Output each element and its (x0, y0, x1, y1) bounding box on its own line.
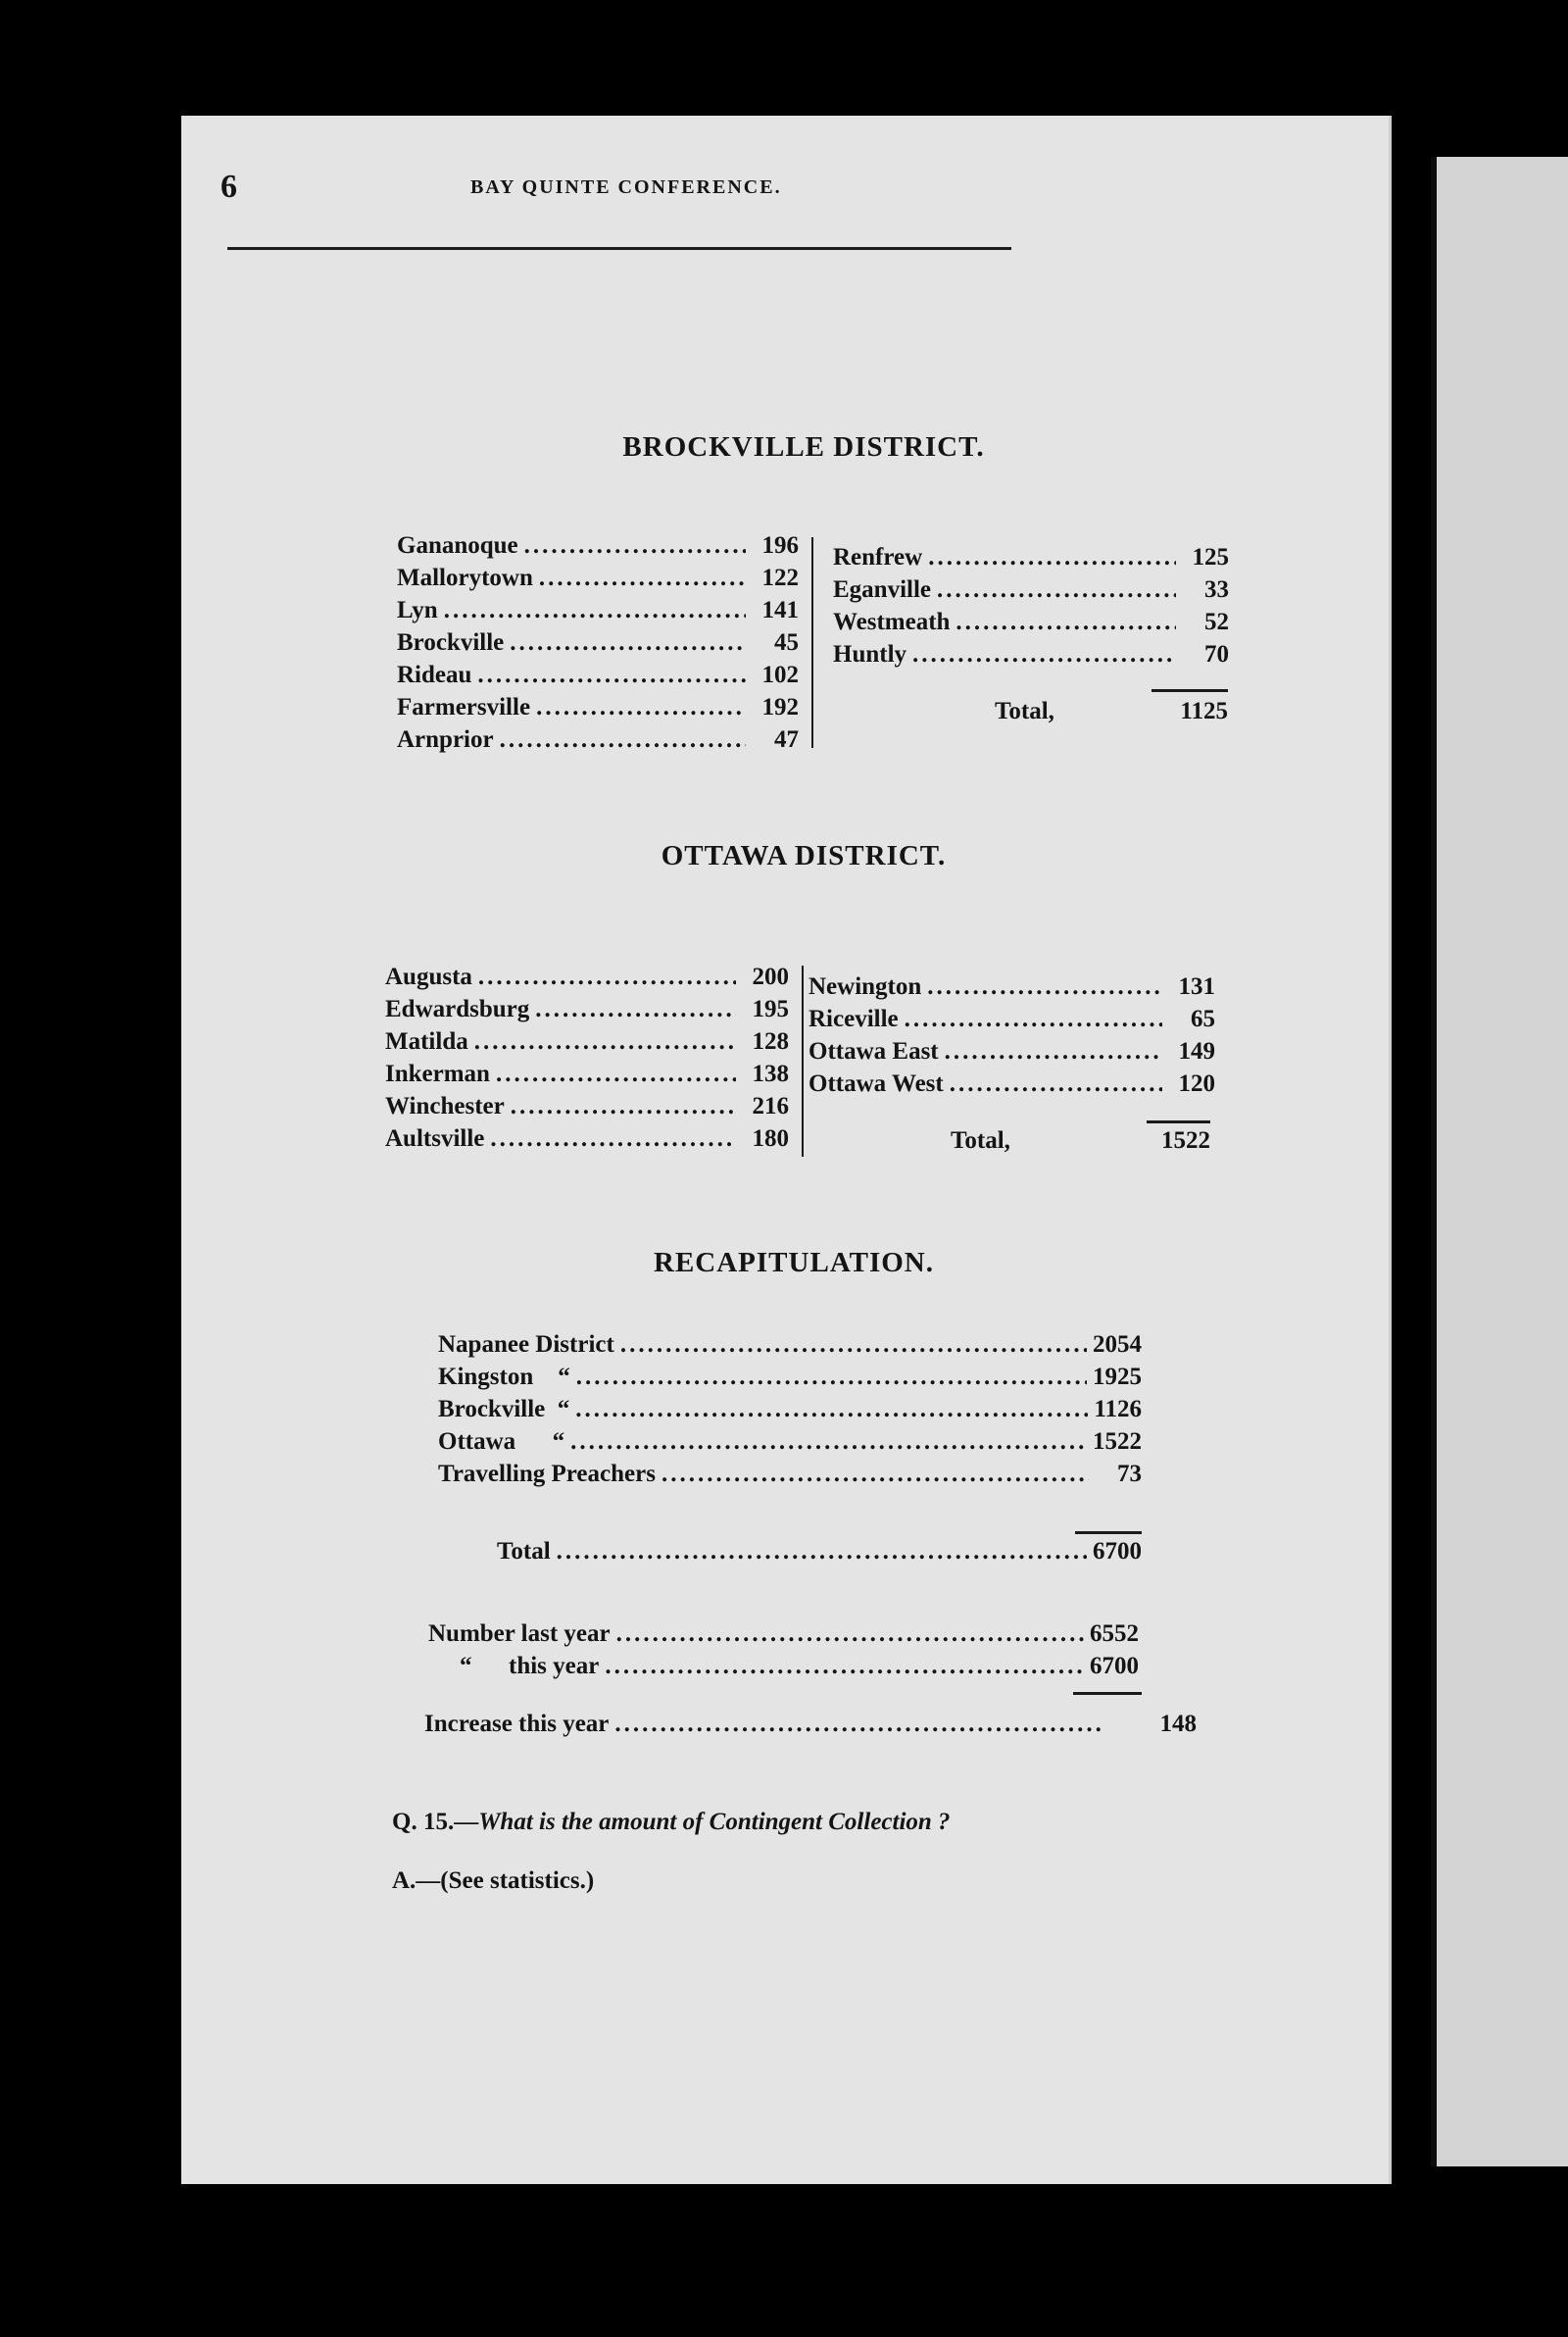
district-value: 73 (1117, 1461, 1142, 1487)
column-divider (802, 966, 804, 1157)
circuit-name: Lyn (397, 597, 438, 623)
increase-label: Increase this year (424, 1711, 610, 1737)
circuit-name: Augusta (385, 964, 472, 990)
brockville-total (995, 698, 1228, 725)
adjacent-page-edge (1431, 157, 1568, 2166)
sum-rule (1152, 689, 1228, 692)
brockville-right-list (833, 541, 1229, 671)
dot-leader (937, 573, 1176, 606)
question-15 (392, 1809, 1176, 1836)
circuit-name: Eganville (833, 576, 932, 603)
list-item (428, 1650, 1139, 1682)
circuit-name: Ottawa East (808, 1038, 939, 1065)
list-item (438, 1361, 1142, 1393)
list-item (397, 562, 799, 594)
dot-leader (928, 541, 1176, 573)
dot-leader (496, 1058, 736, 1090)
dot-leader (950, 1068, 1162, 1100)
district-value: 1522 (1093, 1428, 1142, 1455)
circuit-value: 45 (774, 629, 799, 656)
list-item (385, 1025, 789, 1058)
circuit-value: 149 (1178, 1038, 1215, 1065)
district-name: Kingston “ (438, 1364, 570, 1390)
circuit-value: 70 (1204, 641, 1229, 668)
answer-15: A.—(See statistics.) (392, 1867, 595, 1894)
circuit-value: 33 (1204, 576, 1229, 603)
list-item (385, 1122, 789, 1155)
circuit-value: 196 (761, 532, 799, 559)
dot-leader (575, 1393, 1088, 1425)
circuit-value: 192 (761, 694, 799, 721)
circuit-name: Riceville (808, 1006, 899, 1032)
district-name: Napanee District (438, 1331, 614, 1358)
dot-leader (444, 594, 746, 626)
dot-leader (557, 1535, 1087, 1567)
brockville-left-list (397, 529, 799, 756)
circuit-name: Westmeath (833, 609, 951, 635)
dot-leader (956, 606, 1176, 638)
circuit-name: Renfrew (833, 544, 923, 571)
dot-leader (576, 1361, 1087, 1393)
circuit-value: 122 (761, 565, 799, 591)
dot-leader (524, 529, 746, 562)
dot-leader (620, 1328, 1087, 1361)
circuit-name: Inkerman (385, 1061, 490, 1087)
circuit-value: 120 (1178, 1070, 1215, 1097)
ottawa-right-list (808, 970, 1215, 1100)
recap-list (438, 1328, 1142, 1490)
recap-total (497, 1535, 1142, 1567)
dot-leader (616, 1617, 1084, 1650)
list-item (397, 723, 799, 756)
list-item (833, 573, 1229, 606)
circuit-value: 47 (774, 726, 799, 753)
circuit-name: Huntly (833, 641, 907, 668)
circuit-value: 200 (752, 964, 789, 990)
dot-leader (570, 1425, 1087, 1458)
question-text: What is the amount of Contingent Collection ? (478, 1809, 951, 1835)
list-item (808, 1003, 1215, 1035)
dot-leader (478, 961, 736, 993)
circuit-name: Rideau (397, 662, 472, 688)
circuit-value: 138 (752, 1061, 789, 1087)
circuit-value: 52 (1204, 609, 1229, 635)
list-item (385, 961, 789, 993)
circuit-name: Newington (808, 973, 922, 1000)
page-number: 6 (220, 169, 237, 205)
circuit-name: Aultsville (385, 1125, 485, 1152)
circuit-value: 65 (1191, 1006, 1215, 1032)
dot-leader (912, 638, 1176, 671)
this-year-value: 6700 (1090, 1653, 1139, 1679)
district-value: 1126 (1094, 1396, 1142, 1422)
sum-rule (1147, 1120, 1210, 1123)
running-title: BAY QUINTE CONFERENCE. (470, 176, 782, 198)
circuit-value: 125 (1192, 544, 1229, 571)
district-value: 1925 (1093, 1364, 1142, 1390)
circuit-name: Arnprior (397, 726, 494, 753)
dot-leader (662, 1458, 1089, 1490)
circuit-value: 195 (752, 996, 789, 1022)
increase-value: 148 (1159, 1711, 1197, 1737)
district-name: Brockville “ (438, 1396, 570, 1422)
circuit-name: Edwardsburg (385, 996, 530, 1022)
brockville-heading: BROCKVILLE DISTRICT. (622, 431, 985, 463)
list-item (385, 1058, 789, 1090)
list-item (438, 1425, 1142, 1458)
circuit-name: Farmersville (397, 694, 531, 721)
year-comparison (428, 1617, 1139, 1682)
list-item (428, 1617, 1139, 1650)
total-value: 1125 (1180, 698, 1228, 724)
circuit-name: Brockville (397, 629, 505, 656)
total-value: 1522 (1161, 1127, 1210, 1154)
header-rule (227, 247, 1011, 250)
question-number: Q. 15.— (392, 1809, 479, 1835)
ottawa-total (951, 1127, 1210, 1155)
district-name: Travelling Preachers (438, 1461, 656, 1487)
circuit-name: Matilda (385, 1028, 468, 1055)
district-value: 2054 (1093, 1331, 1142, 1358)
dot-leader (905, 1003, 1162, 1035)
circuit-value: 102 (761, 662, 799, 688)
dot-leader (614, 1708, 1101, 1740)
circuit-value: 180 (752, 1125, 789, 1152)
list-item (397, 659, 799, 691)
list-item (833, 541, 1229, 573)
circuit-value: 131 (1178, 973, 1215, 1000)
dot-leader (500, 723, 746, 756)
total-label: Total, (995, 698, 1054, 724)
this-year-label: “ this year (460, 1653, 600, 1679)
dot-leader (511, 1090, 736, 1122)
circuit-name: Ottawa West (808, 1070, 944, 1097)
list-item (808, 1068, 1215, 1100)
list-item (397, 691, 799, 723)
list-item (385, 993, 789, 1025)
dot-leader (510, 626, 746, 659)
increase-row (424, 1708, 1197, 1740)
ottawa-heading: OTTAWA DISTRICT. (661, 840, 947, 871)
last-year-label: Number last year (428, 1620, 611, 1647)
list-item (397, 529, 799, 562)
dot-leader (927, 970, 1162, 1003)
total-row (497, 1535, 1142, 1567)
circuit-value: 141 (761, 597, 799, 623)
district-name: Ottawa “ (438, 1428, 565, 1455)
dot-leader (490, 1122, 736, 1155)
last-year-value: 6552 (1090, 1620, 1139, 1647)
dot-leader (536, 691, 746, 723)
dot-leader (477, 659, 746, 691)
list-item (397, 626, 799, 659)
total-label: Total, (951, 1127, 1010, 1154)
list-item (808, 1035, 1215, 1068)
total-label: Total (497, 1538, 551, 1565)
circuit-name: Mallorytown (397, 565, 533, 591)
list-item (397, 594, 799, 626)
circuit-value: 216 (752, 1093, 789, 1119)
column-divider (811, 537, 813, 748)
dot-leader (474, 1025, 736, 1058)
dot-leader (945, 1035, 1162, 1068)
list-item (438, 1328, 1142, 1361)
list-item (833, 638, 1229, 671)
dot-leader (535, 993, 736, 1025)
list-item (424, 1708, 1197, 1740)
list-item (438, 1458, 1142, 1490)
list-item (385, 1090, 789, 1122)
total-value: 6700 (1093, 1538, 1142, 1565)
sum-rule (1075, 1531, 1142, 1534)
recap-heading: RECAPITULATION. (654, 1247, 934, 1278)
circuit-name: Winchester (385, 1093, 505, 1119)
circuit-value: 128 (752, 1028, 789, 1055)
dot-leader (605, 1650, 1084, 1682)
list-item (833, 606, 1229, 638)
circuit-name: Gananoque (397, 532, 518, 559)
list-item (438, 1393, 1142, 1425)
ottawa-left-list (385, 961, 789, 1155)
dot-leader (539, 562, 746, 594)
sum-rule (1073, 1692, 1142, 1695)
list-item (808, 970, 1215, 1003)
